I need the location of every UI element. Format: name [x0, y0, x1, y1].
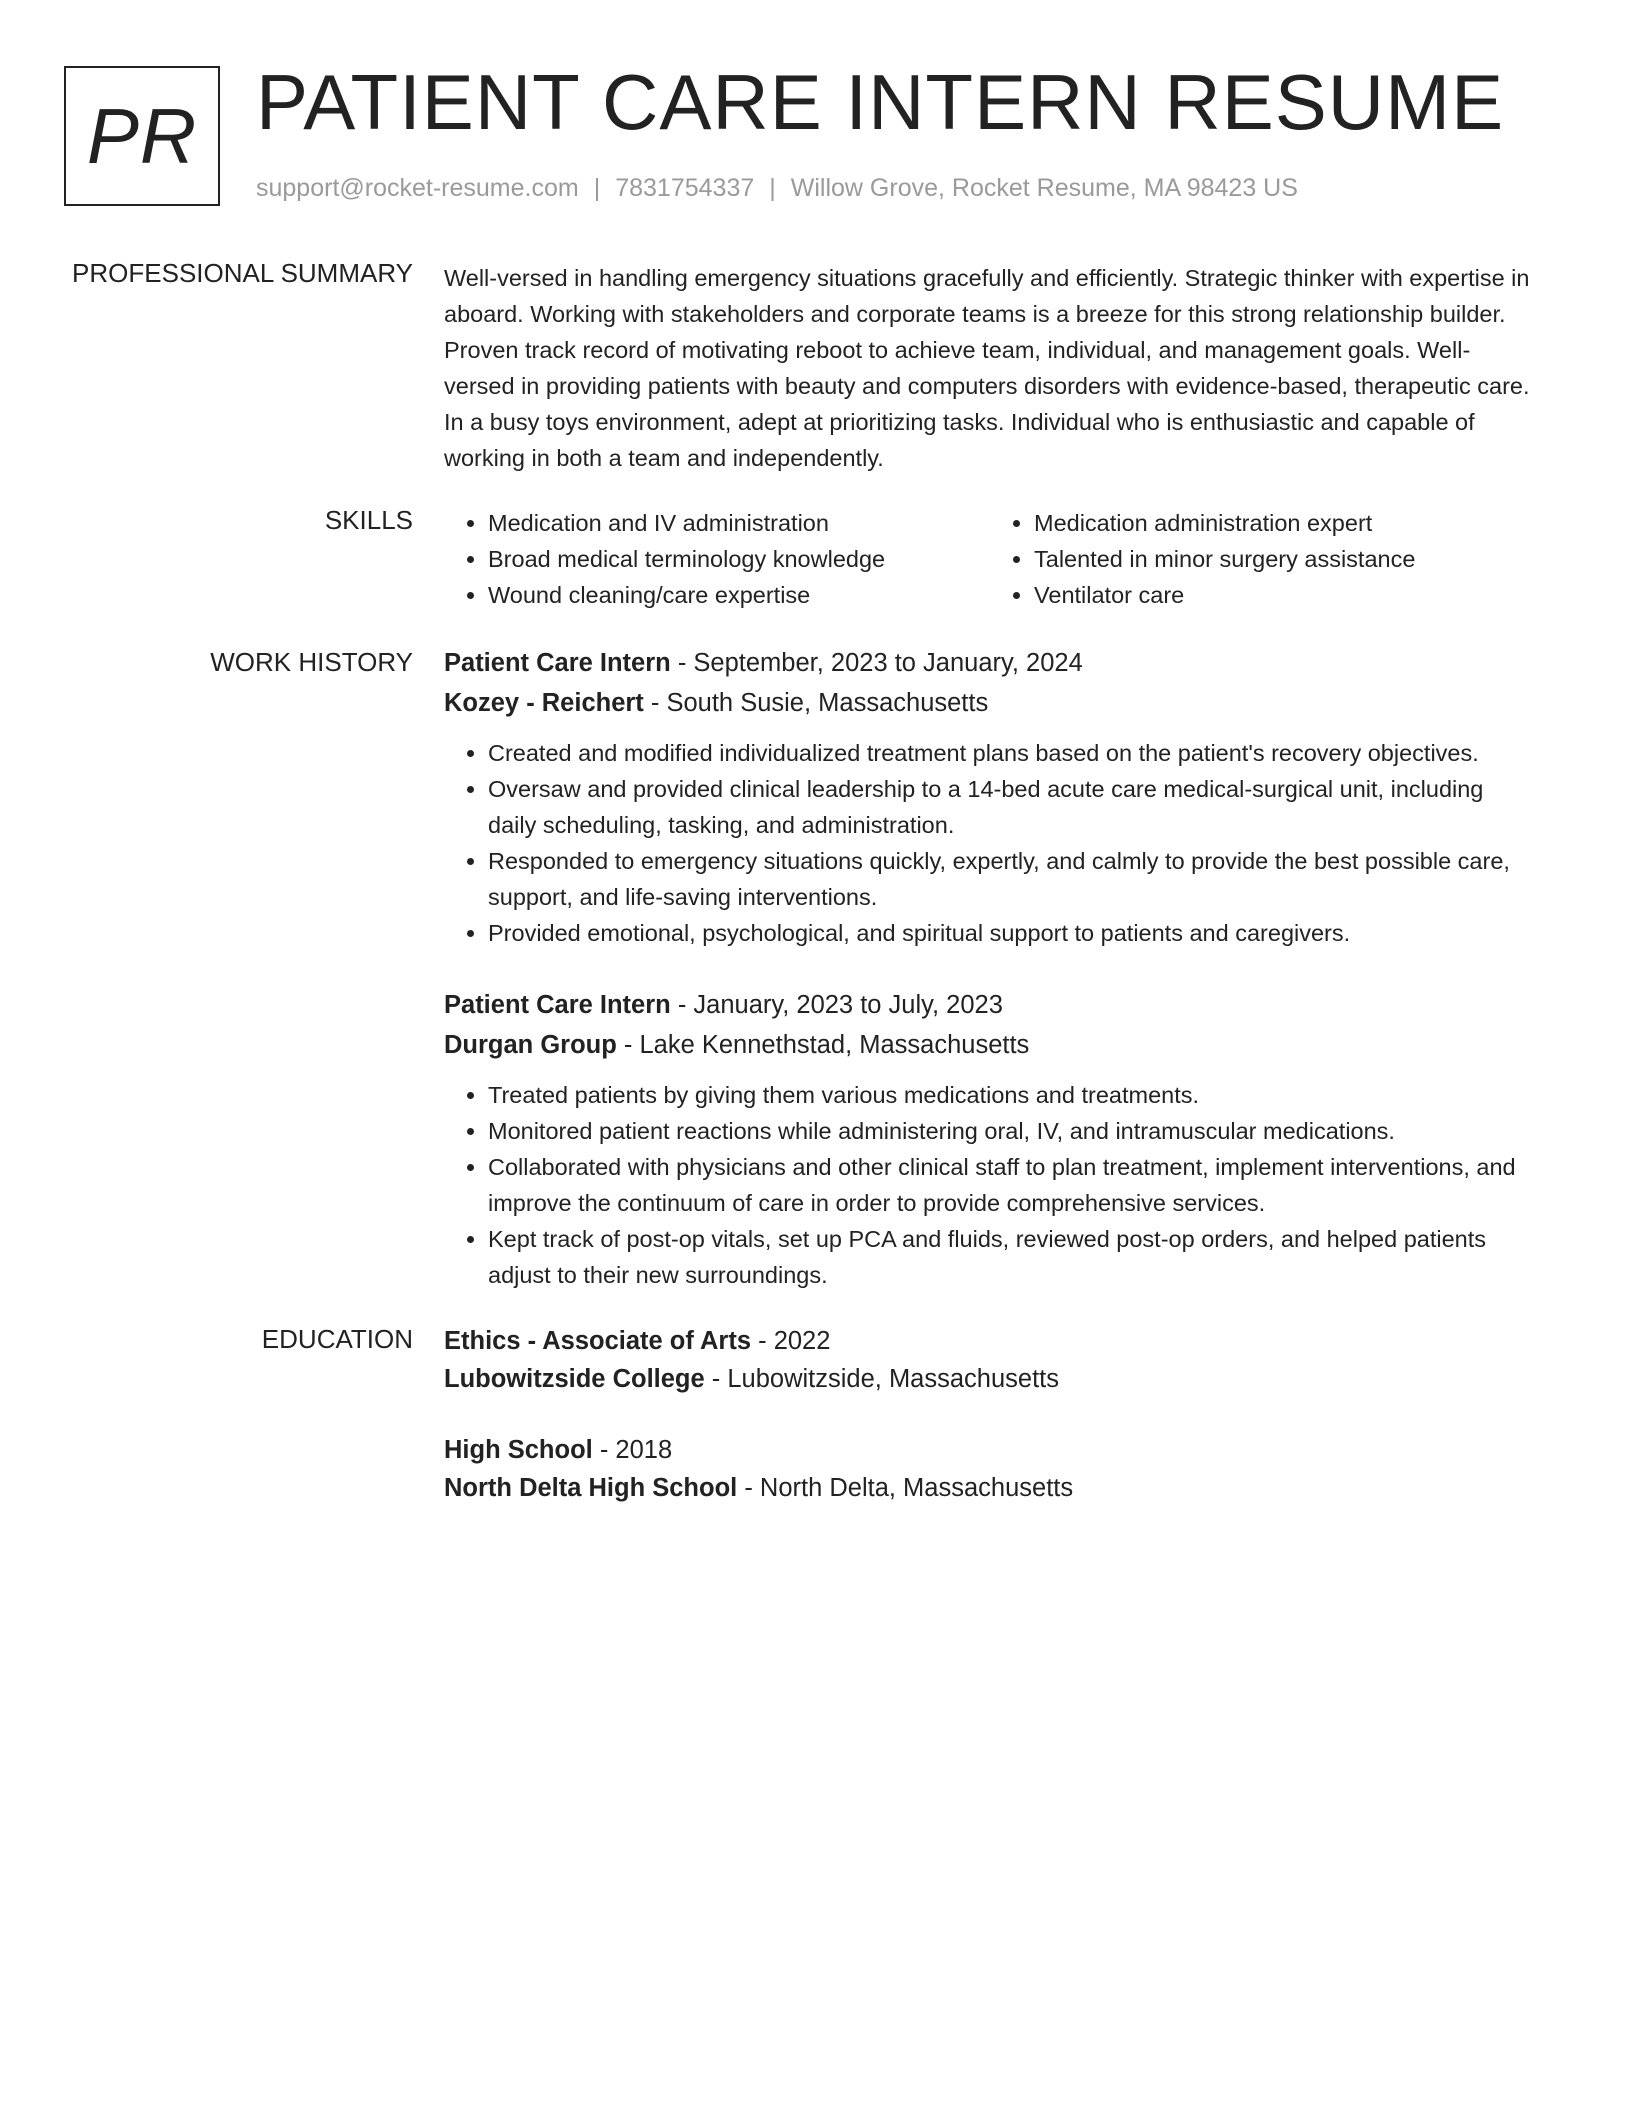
job-dates: - January, 2023 to July, 2023 — [670, 991, 1003, 1019]
contact-line — [256, 174, 1298, 203]
contact-phone[interactable]: 7831754337 — [615, 174, 755, 202]
job-duty: • Created and modified individualized treatment plans based on the patient's recovery objectives. — [488, 735, 1534, 771]
section-label-skills: SKILLS — [324, 505, 413, 535]
job-duty: • Responded to emergency situations quickly, expertly, and calmly to provide the best possible care, support, and life-saving interventions. — [488, 843, 1534, 915]
job-title-line — [444, 643, 1534, 683]
section-label-summary: PROFESSIONAL SUMMARY — [72, 258, 413, 288]
job-duty: • Provided emotional, psychological, and spiritual support to patients and caregivers. — [488, 915, 1534, 951]
skill-item: • Medication and IV administration — [488, 505, 990, 541]
education-year: - 2018 — [592, 1436, 673, 1464]
education-school: Lubowitzside College — [444, 1365, 705, 1393]
job-entry — [444, 985, 1534, 1293]
skill-item: • Wound cleaning/care expertise — [488, 577, 990, 613]
education-year: - 2022 — [751, 1327, 831, 1355]
job-duty: • Treated patients by giving them various medications and treatments. — [488, 1077, 1534, 1113]
contact-separator: | — [593, 174, 601, 202]
education-location: - Lubowitzside, Massachusetts — [704, 1365, 1060, 1393]
resume-title: PATIENT CARE INTERN RESUME — [256, 58, 1505, 146]
job-duty: • Kept track of post-op vitals, set up PCA and fluids, reviewed post-op orders, and helped patients adjust to their new surroundings. — [488, 1221, 1534, 1293]
contact-address: Willow Grove, Rocket Resume, MA 98423 US — [790, 174, 1298, 202]
job-duty: • Collaborated with physicians and other clinical staff to plan treatment, implement interventions, and improve the continuum of care in order to provide comprehensive services. — [488, 1149, 1534, 1221]
education-school: North Delta High School — [444, 1474, 738, 1502]
job-dates: - September, 2023 to January, 2024 — [670, 649, 1083, 677]
education-school-line — [444, 1360, 1534, 1398]
job-duties — [444, 735, 1534, 951]
skills-column-left — [444, 505, 990, 613]
skills-list — [444, 505, 1534, 613]
skills-column-right — [990, 505, 1415, 613]
job-title: Patient Care Intern — [444, 649, 671, 677]
contact-separator: | — [769, 174, 776, 202]
section-label-education: EDUCATION — [261, 1324, 413, 1354]
job-entry — [444, 643, 1534, 951]
job-company-line — [444, 683, 1534, 723]
section-label-work: WORK HISTORY — [210, 647, 413, 677]
education-degree-line — [444, 1431, 1534, 1469]
education-location: - North Delta, Massachusetts — [737, 1474, 1074, 1502]
contact-email[interactable]: support@rocket-resume.com — [256, 174, 579, 202]
skill-item: • Broad medical terminology knowledge — [488, 541, 990, 577]
education-degree-line — [444, 1322, 1534, 1360]
job-duty: • Monitored patient reactions while administering oral, IV, and intramuscular medications. — [488, 1113, 1534, 1149]
summary-text: Well-versed in handling emergency situations gracefully and efficiently. Strategic thinker with expertise in aboard. Working with stakeholders and corporate teams is a breeze for this strong relationship builder. Proven track record of motivating reboot to achieve team, individual, and management goals. Well-versed in providing patients with beauty and computers disorders with evidence-based, therapeutic care. In a busy toys environment, adept at prioritizing tasks. Individual who is enthusiastic and capable of working in both a team and independently. — [444, 265, 1530, 471]
monogram-badge: PR — [64, 66, 220, 206]
job-duties — [444, 1077, 1534, 1293]
education-entry — [444, 1322, 1534, 1398]
job-company: Kozey - Reichert — [444, 689, 644, 717]
job-title: Patient Care Intern — [444, 991, 671, 1019]
education-entry — [444, 1431, 1534, 1507]
job-company: Durgan Group — [444, 1031, 617, 1059]
job-title-line — [444, 985, 1534, 1025]
job-location: - Lake Kennethstad, Massachusetts — [616, 1031, 1030, 1059]
education-degree: High School — [444, 1436, 593, 1464]
education-degree: Ethics - Associate of Arts — [444, 1327, 752, 1355]
skill-item: • Talented in minor surgery assistance — [1034, 541, 1415, 577]
skill-item: • Medication administration expert — [1034, 505, 1415, 541]
education-school-line — [444, 1469, 1534, 1507]
job-duty: • Oversaw and provided clinical leadership to a 14-bed acute care medical-surgical unit, including daily scheduling, tasking, and administration. — [488, 771, 1534, 843]
job-location: - South Susie, Massachusetts — [643, 689, 989, 717]
job-company-line — [444, 1025, 1534, 1065]
skill-item: • Ventilator care — [1034, 577, 1415, 613]
